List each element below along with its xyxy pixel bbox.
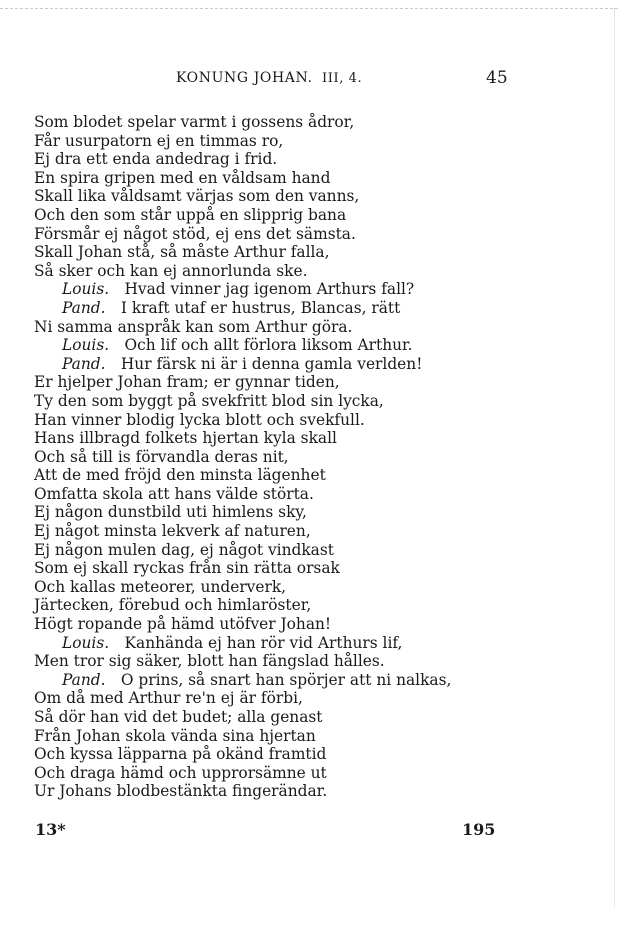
line-text: Ej någon dunstbild uti himlens sky,	[34, 503, 307, 522]
line-text: Men tror sig säker, blott han fängslad hålles.	[34, 652, 385, 671]
verse-line	[34, 578, 534, 597]
verse-line	[34, 262, 534, 281]
line-text: Att de med fröjd den minsta lägenhet	[34, 466, 326, 485]
verse-line	[34, 727, 534, 746]
line-text: Han vinner blodig lycka blott och svekfull.	[34, 410, 365, 429]
verse-line	[34, 764, 534, 783]
line-text: Så dör han vid det budet; alla genast	[34, 708, 323, 726]
line-text: Skall Johan stå, så måste Arthur falla,	[34, 243, 330, 262]
line-text: Så sker och kan ej annorlunda ske.	[34, 261, 308, 280]
verse-line	[34, 485, 534, 504]
verse-line	[34, 318, 534, 337]
scan-border-top	[0, 8, 618, 9]
speech-line	[34, 355, 534, 374]
verse-line	[34, 132, 534, 151]
line-text: Ur Johans blodbestänkta fingerändar.	[34, 782, 328, 801]
verse-line	[34, 615, 534, 634]
line-text: Ej dra ett enda andedrag i frid.	[34, 150, 278, 169]
line-text: Om då med Arthur re'n ej är förbi,	[34, 689, 303, 708]
line-text: En spira gripen med en våldsam hand	[34, 168, 331, 187]
speech-line	[34, 280, 534, 299]
line-text: Som blodet spelar varmt i gossens ådror,	[34, 113, 355, 131]
speaker-name: Louis.	[62, 633, 110, 652]
verse-line	[34, 466, 534, 485]
verse-line	[34, 169, 534, 188]
verse-line	[34, 652, 534, 671]
sheet-number: 195	[462, 820, 496, 839]
line-text: Ej någon mulen dag, ej något vindkast	[34, 540, 334, 559]
line-text: Skall lika våldsamt värjas som den vanns,	[34, 187, 360, 206]
running-title	[176, 70, 362, 86]
line-text: Och lif och allt förlora liksom Arthur.	[124, 336, 413, 355]
speech-line	[34, 671, 534, 690]
act-scene: III, 4.	[321, 71, 363, 86]
play-title: KONUNG JOHAN.	[176, 70, 313, 86]
speaker-name: Pand.	[62, 298, 106, 317]
verse-line	[34, 745, 534, 764]
line-text: Och den som står uppå en slipprig bana	[34, 205, 347, 224]
verse-line	[34, 392, 534, 411]
verse-line	[34, 113, 534, 132]
line-text: Och kallas meteorer, underverk,	[34, 577, 287, 596]
speaker-name: Louis.	[62, 280, 110, 299]
verse-line	[34, 243, 534, 262]
line-text: Er hjelper Johan fram; er gynnar tiden,	[34, 373, 340, 392]
line-text: Hvad vinner jag igenom Arthurs fall?	[124, 280, 415, 299]
verse-line	[34, 448, 534, 467]
signature-mark: 13*	[35, 820, 66, 839]
verse-line	[34, 541, 534, 560]
line-text: Ej något minsta lekverk af naturen,	[34, 522, 311, 541]
line-text: Som ej skall ryckas från sin rätta orsak	[34, 559, 340, 578]
line-text: Och kyssa läpparna på okänd framtid	[34, 745, 327, 764]
verse-line	[34, 225, 534, 244]
line-text: Och draga hämd och upprorsämne ut	[34, 763, 327, 782]
scan-border-right	[614, 8, 615, 908]
speech-line	[34, 336, 534, 355]
verse-line	[34, 503, 534, 522]
line-text: Hur färsk ni är i denna gamla verlden!	[120, 354, 423, 373]
line-text: Ni samma anspråk kan som Arthur göra.	[34, 317, 353, 336]
speaker-name: Pand.	[62, 670, 106, 689]
line-text: Får usurpatorn ej en timmas ro,	[34, 131, 284, 150]
verse-line	[34, 559, 534, 578]
speech-line	[34, 299, 534, 318]
verse-body	[34, 113, 534, 801]
line-text: Ty den som byggt på svekfritt blod sin lycka,	[34, 391, 384, 410]
line-text: Hans illbragd folkets hjertan kyla skall	[34, 429, 337, 448]
verse-line	[34, 150, 534, 169]
verse-line	[34, 429, 534, 448]
verse-line	[34, 206, 534, 225]
speech-line	[34, 634, 534, 653]
line-text: O prins, så snart han spörjer att ni nalkas,	[120, 670, 452, 689]
speaker-name: Pand.	[62, 354, 106, 373]
verse-line	[34, 782, 534, 801]
running-head	[0, 68, 632, 92]
verse-line	[34, 187, 534, 206]
line-text: Järtecken, förebud och himlaröster,	[34, 596, 312, 615]
verse-line	[34, 596, 534, 615]
line-text: Försmår ej något stöd, ej ens det sämsta.	[34, 224, 356, 243]
verse-line	[34, 411, 534, 430]
page-footer	[0, 820, 632, 844]
verse-line	[34, 708, 534, 727]
verse-line	[34, 522, 534, 541]
page-number: 45	[486, 68, 508, 88]
line-text: Kanhända ej han rör vid Arthurs lif,	[124, 633, 403, 652]
verse-line	[34, 373, 534, 392]
line-text: Och så till is förvandla deras nit,	[34, 447, 289, 466]
line-text: Omfatta skola att hans välde störta.	[34, 484, 314, 503]
speaker-name: Louis.	[62, 336, 110, 355]
line-text: I kraft utaf er hustrus, Blancas, rätt	[120, 298, 401, 317]
line-text: Från Johan skola vända sina hjertan	[34, 726, 316, 745]
line-text: Högt ropande på hämd utöfver Johan!	[34, 615, 332, 634]
verse-line	[34, 689, 534, 708]
